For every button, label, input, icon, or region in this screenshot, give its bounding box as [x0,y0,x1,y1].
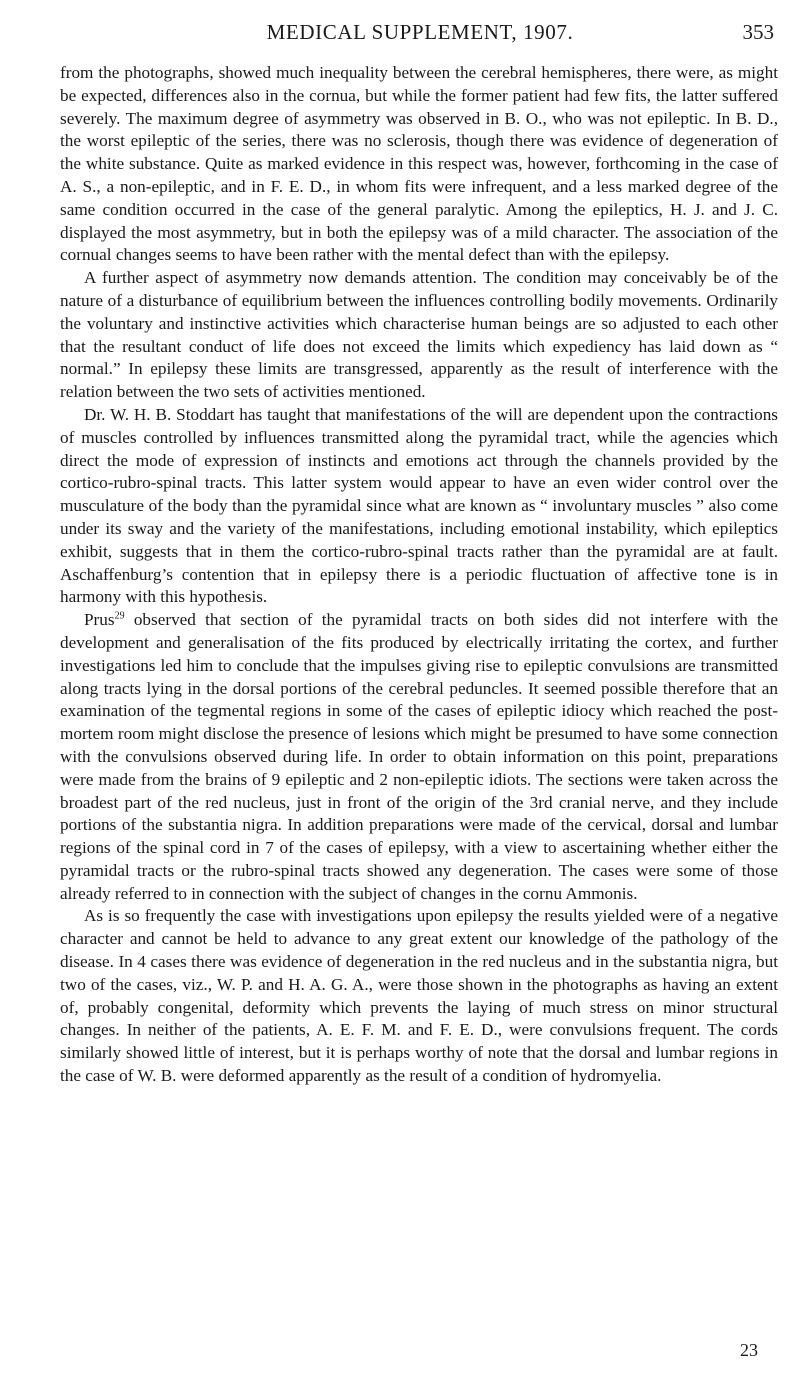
body-text [60,62,778,1088]
paragraph-4 [60,609,778,905]
signature-mark: 23 [740,1340,758,1360]
paragraph-4-text: observed that section of the pyramidal tracts on both sides did not interfere with the development and generalisation of the fits produced by electrically irritating the cortex, and further investigations led him to conclude that the impulses giving rise to epileptic convulsions are transmitted along tracts lying in the dorsal portions of the cerebral peduncles. It seemed possible therefore that an examination of the tegmental regions in some of the cases of epileptic idiocy which reached the post-mortem room might disclose the presence of lesions which might be presumed to have some connection with the convulsions observed during life. In order to obtain information on this point, preparations were made from the brains of 9 epileptic and 2 non-epileptic idiots. The sections were taken across the broadest part of the red nucleus, just in front of the origin of the 3rd cranial nerve, and they include portions of the substantia nigra. In addition preparations were made of the cervical, dorsal and lumbar regions of the spinal cord in 7 of the cases of epilepsy, with a view to ascertaining whether either the pyramidal tracts or the rubro-spinal tracts showed any degeneration. The cases were some of those already referred to in connection with the subject of changes in the cornu Ammonis. [60,610,778,903]
paragraph-1: from the photographs, showed much inequality between the cerebral hemispheres, there were, as might be expected, differences also in the cornua, but while the former patient had few fits, the latter suffered severely. The maximum degree of asymmetry was observed in B. O., who was not epileptic. In B. D., the worst epileptic of the series, there was no sclerosis, though there was evidence of degeneration of the white substance. Quite as marked evidence in this respect was, however, forthcoming in the case of A. S., a non-epileptic, and in F. E. D., in whom fits were infrequent, and a less marked degree of the same condition occurred in the case of the general paralytic. Among the epileptics, H. J. and J. C. displayed the most asymmetry, but in both the epilepsy was of a mild character. The association of the cornual changes seems to have been rather with the mental defect than with the epilepsy. [60,63,778,265]
paragraph-3: Dr. W. H. B. Stoddart has taught that manifestations of the will are dependent upon the contractions of muscles controlled by influences transmitted along the pyramidal tract, while the agencies which direct the mode of expression of instincts and emotions act through the channels provided by the cortico-rubro-spinal tracts. This latter system would appear to have an even wider control over the musculature of the body than the pyramidal since what are known as “ involuntary muscles ” also come under its sway and the variety of the manifestations, including emotional instability, which epileptics exhibit, suggests that in them the cortico-rubro-spinal tracts rather than the pyramidal are at fault. Aschaffenburg’s contention that in epilepsy there is a periodic fluctuation of affective tone is in harmony with this hypothesis. [60,404,778,607]
page-number: 353 [742,20,774,44]
footnote-ref: 29 [114,610,125,622]
running-title: MEDICAL SUPPLEMENT, 1907. [266,20,574,44]
author-name: Prus [84,610,115,630]
paragraph-5: As is so frequently the case with investigations upon epilepsy the results yielded were of a negative character and cannot be held to advance to any great extent our knowledge of the pathology of the disease. In 4 cases there was evidence of degeneration in the red nucleus and in the substantia nigra, but two of the cases, viz., W. P. and H. A. G. A., were those shown in the photographs as having an extent of, probably congenital, deformity which prevents the laying of much stress on minor structural changes. In neither of the patients, A. E. F. M. and F. E. D., were convulsions frequent. The cords similarly showed little of interest, but it is perhaps worthy of note that the dorsal and lumbar regions in the case of W. B. were deformed apparently as the result of a condition of hydromyelia. [60,906,778,1086]
paragraph-2: A further aspect of asymmetry now demands attention. The condition may conceivably be of the nature of a disturbance of equilibrium between the influences controlling bodily movements. Ordinarily the voluntary and instinctive activities which characterise human beings are so adjusted to each other that the resultant conduct of life does not exceed the limits which expediency has laid down as “ normal.” In epilepsy these limits are transgressed, apparently as the result of interference with the relation between the two sets of activities mentioned. [60,268,778,402]
page-header [60,18,780,48]
